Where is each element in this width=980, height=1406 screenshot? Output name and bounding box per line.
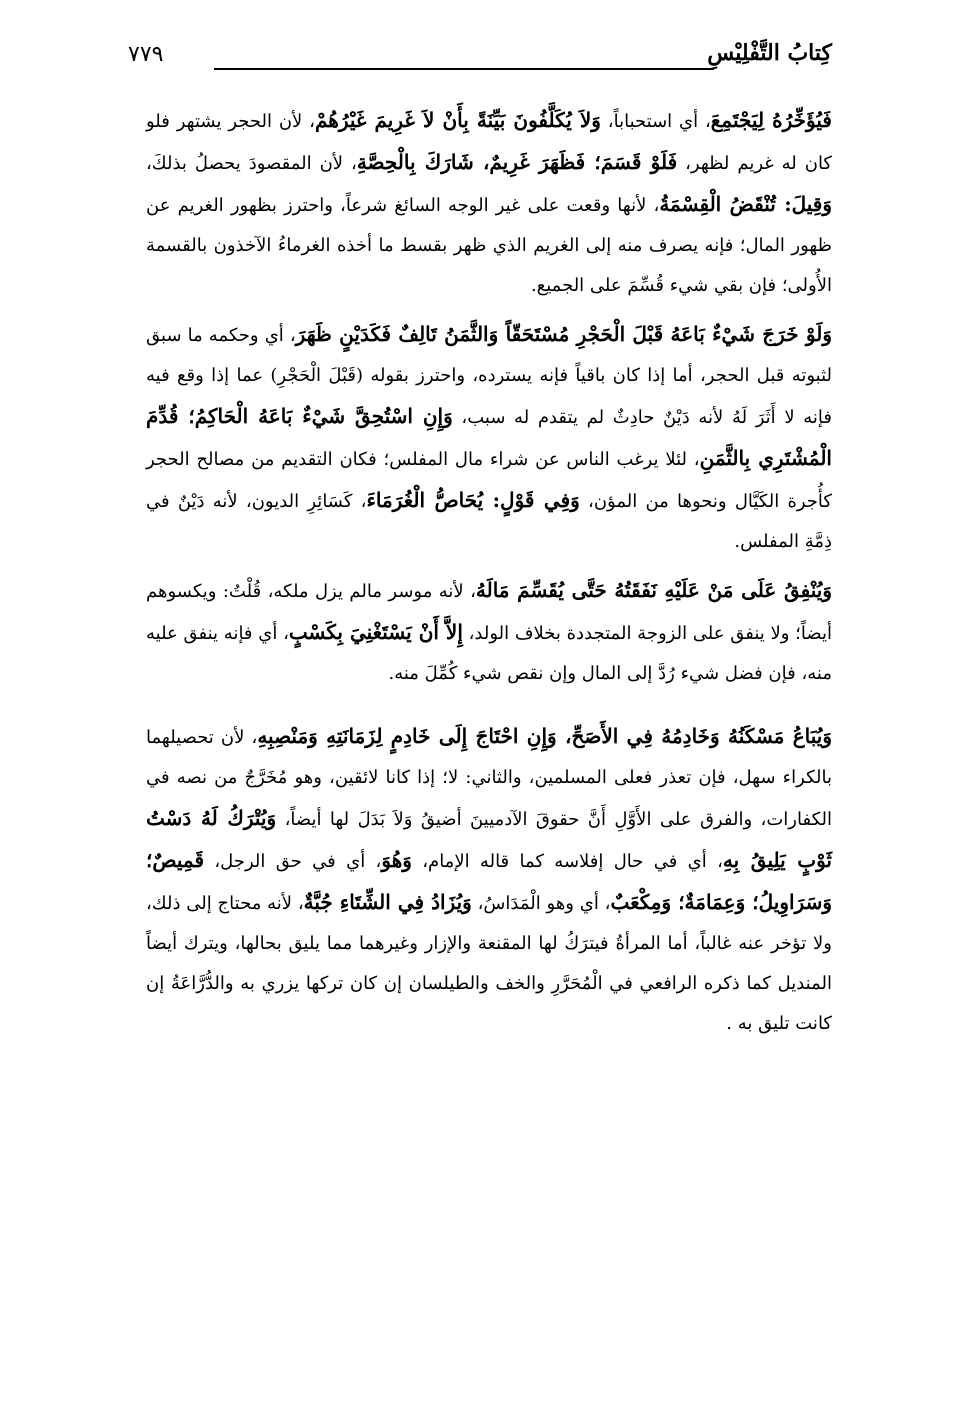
matn-text: وَفِي قَوْلٍ: يُحَاصُّ الْغُرَمَاءَ: [366, 488, 580, 512]
paragraph: [146, 716, 832, 1044]
commentary-text: ، لأنها وقعت على غير الوجه السائغ شرعاً، واحترز بظهور الغريم عن ظهور المال؛ فإنه يصرف منه إلى الغريم الذي ظهر بقسط ما أخذه الغرماءُ الآخذون بالقسمة الأُولى؛ فإن بقي شيء قُسِّمَ على الجميع.: [146, 195, 832, 296]
commentary-text: ، أي وهو الْمَدَاسُ،: [471, 893, 611, 914]
commentary-text: ، أي في حق الرجل،: [204, 851, 382, 872]
commentary-text: ، لأنه موسر مالم يزل ملكه، قُلْتُ: ويكسوهم أيضاً؛ ولا ينفق على الزوجة المتجددة بخلاف الولد،: [146, 581, 833, 644]
matn-text: وَإِنِ اسْتُحِقَّ شَيْءٌ بَاعَهُ الْحَاكِمُ؛ قُدِّمَ الْمُشْتَرِي بِالثَّمَنِ: [146, 404, 832, 470]
commentary-text: ، أي وحكمه ما سبق لثبوته قبل الحجر، أما إذا كان باقياً فإنه يسترده، واحترز بقوله (قَبْلَ الْحَجْرِ) عما إذا وقع فيه فإنه لا أَثَرَ لَهُ لأنه دَيْنٌ حادِثٌ لم يتقدم له سبب،: [146, 325, 832, 428]
commentary-text: ، أي فإنه ينفق عليه منه، فإن فضل شيء رُدَّ إلى المال وإن نقص شيء كُمِّلَ منه.: [146, 623, 832, 684]
body-text: [146, 100, 832, 1052]
matn-text: وَيُبَاعُ مَسْكَنُهُ وَخَادِمُهُ فِي الأَصَحِّ، وَإِنِ احْتَاجَ إِلَى خَادِمٍ لِزَمَانَتِهِ وَمَنْصِبِهِ: [257, 724, 833, 748]
commentary-text: ، لأن الحجر يشتهر فلو كان له غريم لظهر،: [146, 111, 832, 174]
matn-text: وَيُزَادُ فِي الشِّتَاءِ جُبَّةٌ: [303, 890, 472, 914]
chapter-title: كِتابُ التَّفْلِيْسِ: [707, 40, 832, 66]
matn-text: وَيُنْفِقُ عَلَى مَنْ عَلَيْهِ نَفَقَتُهُ حَتَّى يُقَسِّمَ مَالَهُ: [475, 578, 833, 602]
page-header: [128, 38, 832, 82]
header-rule: [214, 68, 714, 70]
commentary-text: ، لأنه محتاج إلى ذلك، ولا تؤخر عنه غالباً، أما المرأةُ فيترَكُ لها المقنعة والإزار وغيرهما مما يليق بحالها، ويترك أيضاً المنديل كما ذكره الرافعي في الْمُحَرَّرِ والخف والطيلسان إن كان تركها يزري به والدُّرَّاعَةُ إن كانت تليق به .: [146, 893, 832, 1034]
matn-text: وَقِيلَ: تُنْقَضُ الْقِسْمَةُ: [659, 192, 833, 216]
matn-text: فَلَوْ قَسَمَ؛ فَظَهَرَ غَرِيمٌ، شَارَكَ بِالْحِصَّةِ: [356, 150, 678, 174]
commentary-text: ، كَسَائِرِ الديون، لأنه دَيْنٌ في ذِمَّةِ المفلس.: [146, 491, 832, 552]
matn-text: وَلاَ يُكَلَّفُونَ بَيِّنَةً بِأَنْ لاَ غَرِيمَ غَيْرُهُمْ: [315, 108, 601, 132]
matn-text: فَيُؤَخِّرُهُ لِيَجْتَمِعَ: [710, 108, 832, 132]
matn-text: وَهُوَ: [381, 848, 412, 872]
paragraph: [146, 314, 832, 562]
commentary-text: ، لئلا يرغب الناس عن شراء مال المفلس؛ فكان التقديم من مصالح الحجر كأُجرة الكَيَّال ونحوها من المؤن،: [146, 449, 832, 512]
matn-text: وَلَوْ خَرَجَ شَيْءٌ بَاعَهُ قَبْلَ الْحَجْرِ مُسْتَحَقّاً وَالثَّمَنُ تَالِفٌ فَكَدَيْنٍ ظَهَرَ: [295, 322, 832, 346]
commentary-text: ، لأن تحصيلهما بالكراء سهل، فإن تعذر فعلى المسلمين، والثاني: لا؛ إذا كانا لائقين، وهو مُخَرَّجٌ من نصه في الكفارات، والفرق على الأَوَّلِ أَنَّ حقوقَ الآدميينَ أضيقُ وَلاَ بَدَلَ لها أيضاً،: [146, 727, 832, 830]
matn-text: إِلاَّ أَنْ يَسْتَغْنِيَ بِكَسْبٍ: [288, 620, 463, 644]
matn-text: قَمِيصٌ؛ وَسَرَاوِيلُ؛ وَعِمَامَةٌ؛ وَمِكْعَبٌ: [146, 848, 832, 914]
commentary-text: ، لأن المقصودَ يحصلُ بذلكَ،: [146, 153, 357, 174]
paragraph: [146, 100, 832, 306]
paragraph: [146, 570, 832, 694]
page-number: ٧٧٩: [128, 42, 164, 67]
commentary-text: ، أي استحباباً،: [600, 111, 711, 132]
matn-text: وَيُتْرَكُ لَهُ دَسْتُ ثَوْبٍ يَلِيقُ بِهِ: [146, 806, 832, 872]
commentary-text: ، أي في حال إفلاسه كما قاله الإمام،: [411, 851, 723, 872]
